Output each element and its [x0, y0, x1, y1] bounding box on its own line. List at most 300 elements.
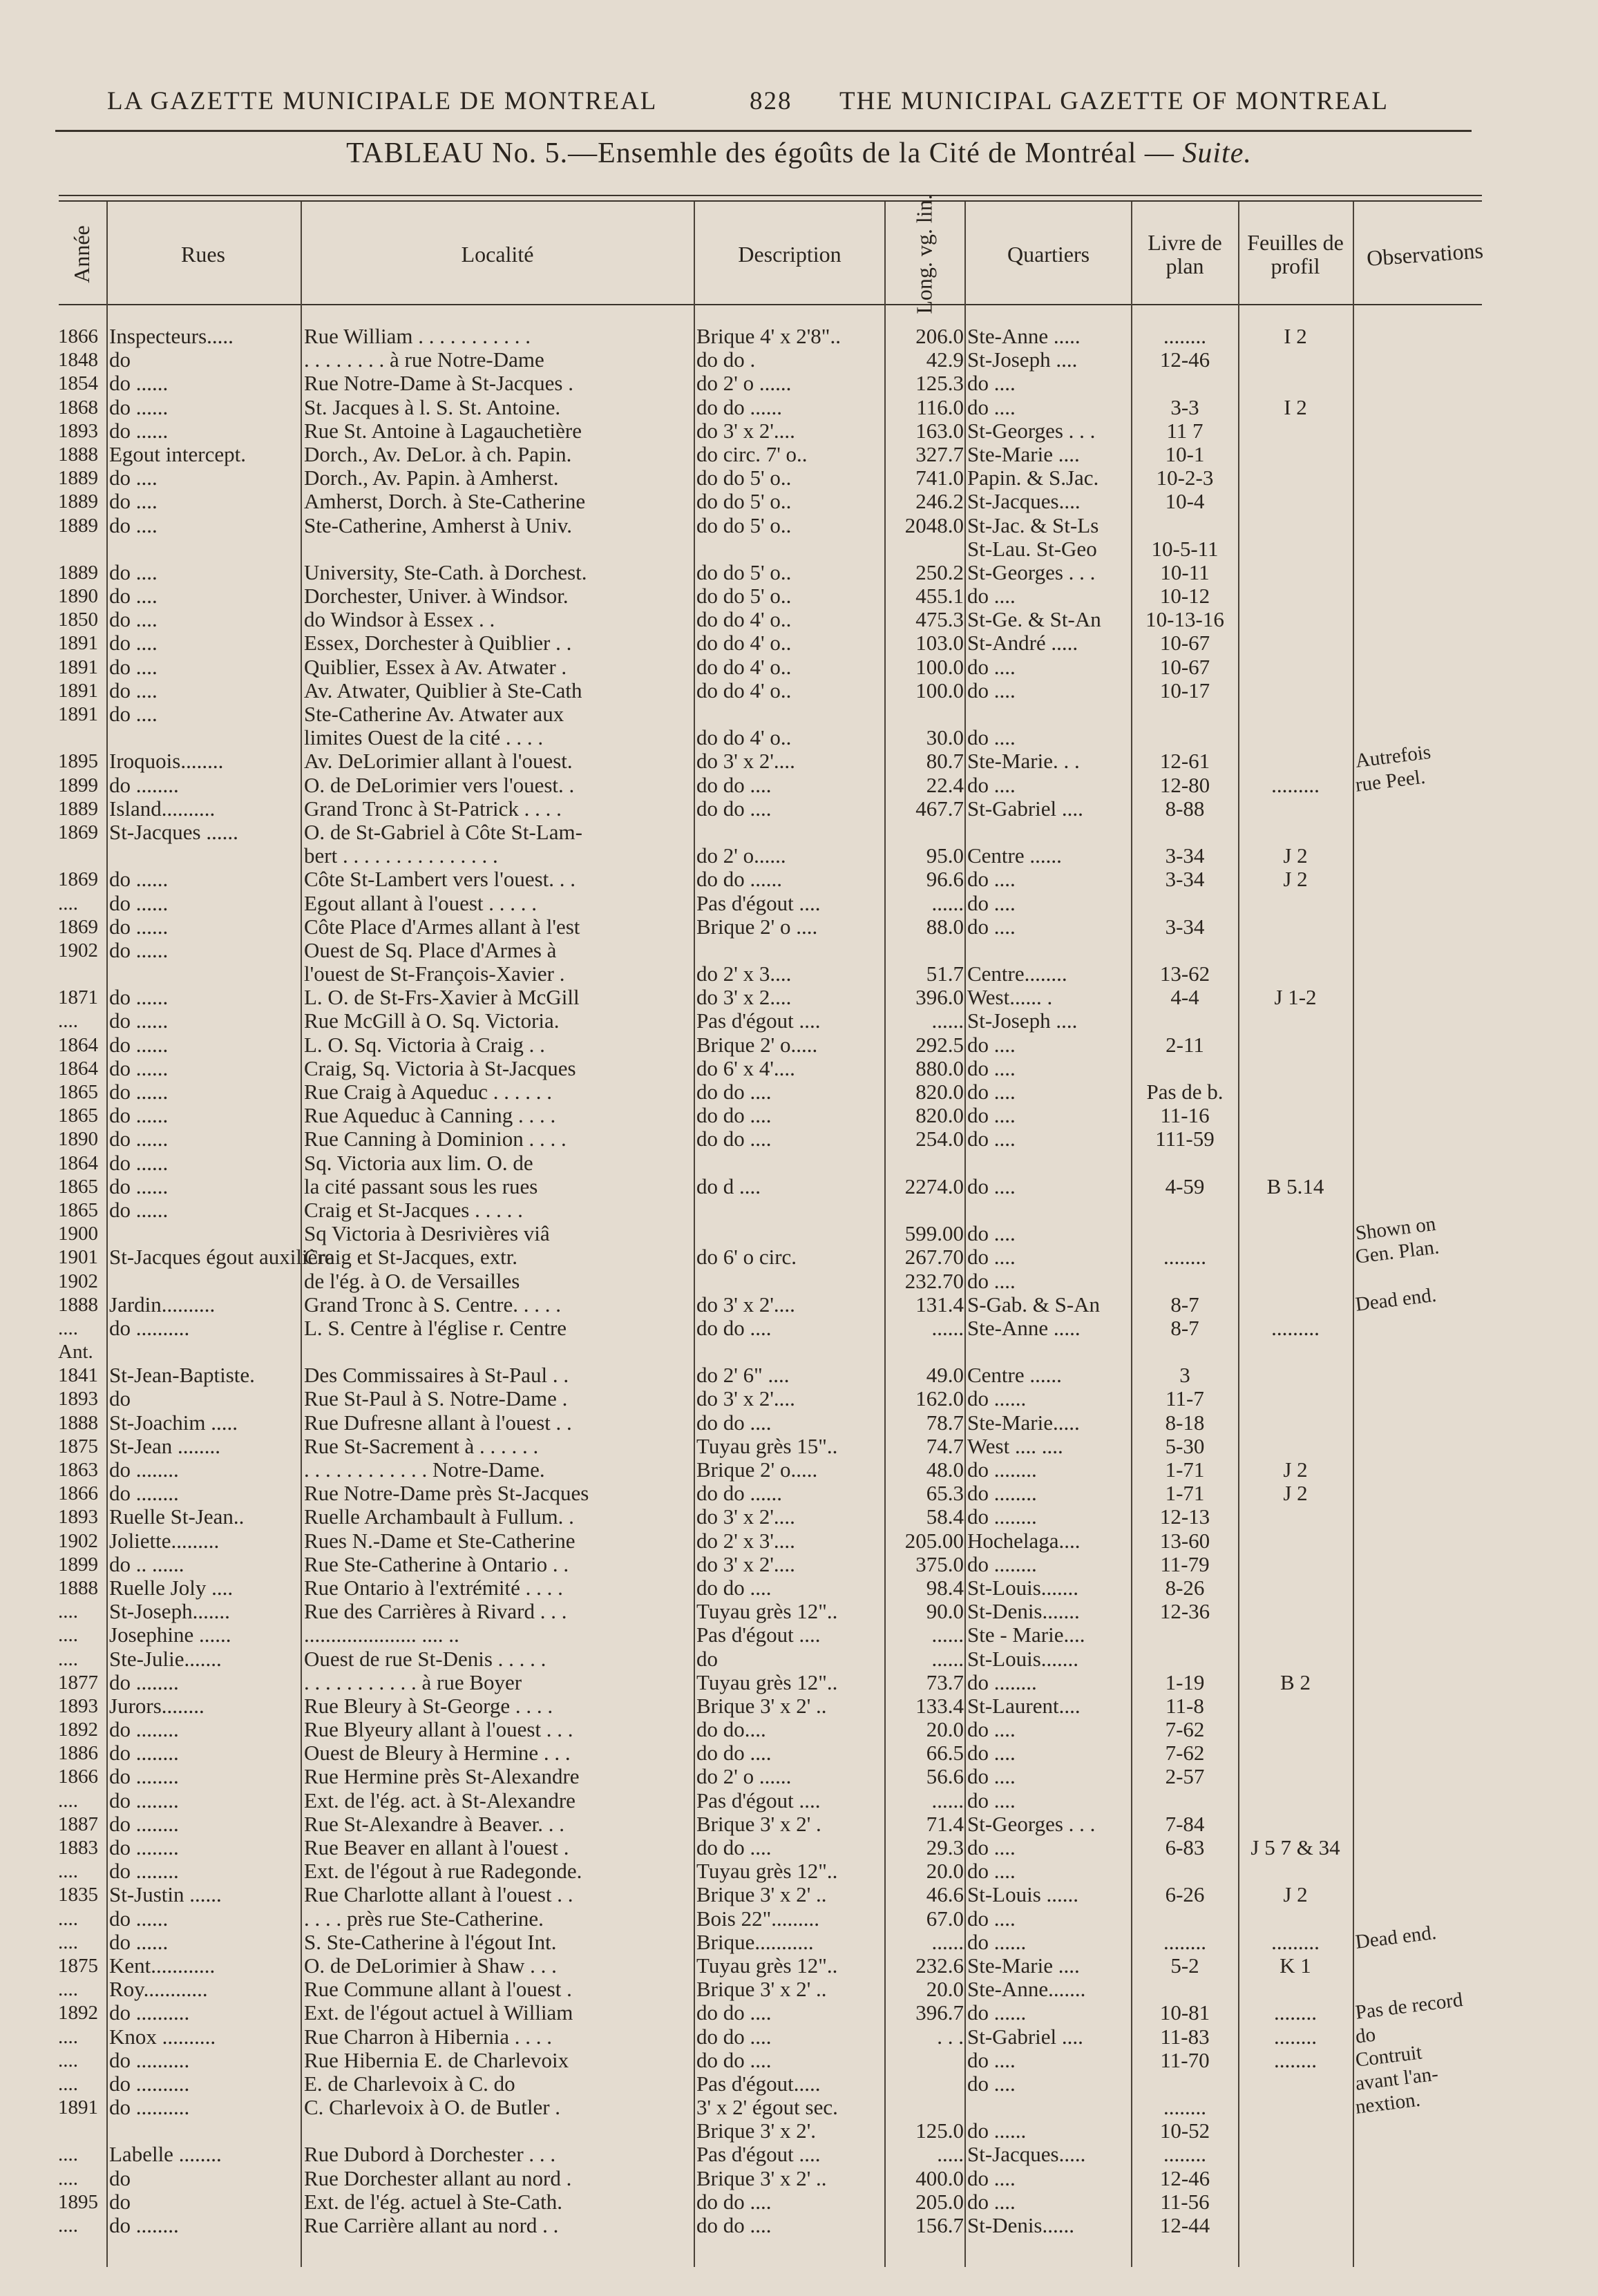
cell-localite: Rue Notre-Dame près St-Jacques — [304, 1481, 589, 1506]
table-row — [0, 396, 1598, 419]
cell-longueur: 103.0 — [915, 631, 964, 656]
cell-quartier: do .... — [967, 1906, 1016, 1931]
cell-description: do do ...... — [696, 394, 782, 419]
cell-quartier: do .... — [967, 584, 1016, 609]
cell-localite: Rue Ontario à l'extrémité . . . . — [304, 1575, 563, 1600]
cell-quartier: St-Louis....... — [967, 1575, 1079, 1600]
cell-longueur: 100.0 — [915, 678, 964, 702]
cell-feuilles: B 5.14 — [1266, 1174, 1324, 1198]
table-row — [0, 1340, 1598, 1364]
cell-rue: do .... — [109, 559, 158, 584]
cell-livre: 8-7 — [1170, 1315, 1199, 1340]
cell-description: do do 5' o.. — [696, 466, 792, 490]
cell-rue: do .......... — [109, 2095, 190, 2120]
cell-localite: Rue Hibernia E. de Charlevoix — [304, 2047, 569, 2072]
cell-description: Pas d'égout..... — [696, 2071, 821, 2096]
table-row — [0, 1505, 1598, 1529]
cell-quartier: do .... — [967, 2189, 1016, 2214]
cell-livre: 111-59 — [1155, 1127, 1215, 1151]
cell-rue: Roy............ — [109, 1977, 208, 2002]
cell-annee: 1864 — [58, 1151, 98, 1174]
cell-description: Tuyau grès 12".. — [696, 1670, 838, 1694]
cell-description: do 3' x 2'.... — [696, 1386, 795, 1411]
table-row — [0, 765, 1598, 797]
table-rule — [59, 200, 1482, 202]
cell-rue: do .... — [109, 654, 158, 679]
cell-description: Brique........... — [696, 1929, 814, 1954]
cell-longueur: 232.6 — [915, 1953, 964, 1978]
cell-longueur: 100.0 — [915, 654, 964, 679]
cell-livre: 12-36 — [1159, 1599, 1210, 1624]
cell-localite: Grand Tronc à St-Patrick . . . . — [304, 796, 562, 821]
cell-longueur: 29.3 — [926, 1835, 964, 1859]
cell-rue: St-Joachim ..... — [109, 1410, 238, 1435]
cell-quartier: do .... — [967, 678, 1016, 702]
cell-quartier: Ste-Anne ..... — [967, 1315, 1081, 1340]
cell-livre: 5-30 — [1165, 1433, 1205, 1458]
cell-description: Brique 2' o..... — [696, 1457, 818, 1482]
cell-quartier: do .... — [967, 1103, 1016, 1128]
cell-description: do do 5' o.. — [696, 513, 792, 537]
cell-quartier: do .... — [967, 1080, 1016, 1104]
cell-rue: St-Justin ...... — [109, 1882, 222, 1907]
cell-description: do do 4' o.. — [696, 654, 792, 679]
cell-longueur: 65.3 — [926, 1481, 964, 1506]
table-row — [0, 962, 1598, 986]
cell-localite: do Windsor à Essex . . — [304, 607, 495, 632]
cell-description: Tuyau grès 12".. — [696, 1599, 838, 1624]
cell-localite: C. Charlevoix à O. de Butler . — [304, 2095, 561, 2120]
column-header-quartiers: Quartiers — [1007, 241, 1090, 267]
cell-localite: Dorchester, Univer. à Windsor. — [304, 584, 569, 609]
cell-observations: Autrefois — [1354, 741, 1432, 773]
cell-localite: Rue Hermine près St-Alexandre — [304, 1764, 580, 1789]
cell-rue: do ...... — [109, 1080, 169, 1104]
cell-livre: 6-83 — [1165, 1835, 1205, 1859]
table-row — [0, 1718, 1598, 1741]
cell-localite: Egout allant à l'ouest . . . . . — [304, 890, 538, 915]
cell-livre: 3-34 — [1165, 867, 1205, 892]
cell-livre: 10-12 — [1159, 584, 1210, 609]
cell-livre: 11-56 — [1160, 2189, 1210, 2214]
cell-livre: 3-34 — [1165, 914, 1205, 939]
cell-quartier: do .... — [967, 1174, 1016, 1198]
cell-rue: do ...... — [109, 937, 169, 962]
table-row — [0, 1765, 1598, 1788]
cell-description: do do .... — [696, 2024, 772, 2049]
cell-annee: 1893 — [58, 1694, 98, 1717]
cell-localite: limites Ouest de la cité . . . . — [304, 725, 544, 750]
cell-localite: Ouest de Sq. Place d'Armes à — [304, 937, 557, 962]
cell-localite: Rue Aqueduc à Canning . . . . — [304, 1103, 556, 1128]
cell-annee: 1889 — [58, 514, 98, 537]
cell-quartier: do .... — [967, 1268, 1016, 1293]
cell-longueur: 71.4 — [926, 1811, 964, 1836]
table-row — [0, 561, 1598, 584]
cell-localite: Ext. de l'ég. act. à St-Alexandre — [304, 1788, 576, 1812]
cell-rue: do .... — [109, 489, 158, 514]
cell-description: do 3' x 2.... — [696, 985, 792, 1010]
cell-livre: 10-2-3 — [1156, 466, 1214, 490]
cell-localite: Rue McGill à O. Sq. Victoria. — [304, 1008, 560, 1033]
cell-localite: la cité passant sous les rues — [304, 1174, 538, 1198]
cell-localite: Dorch., Av. DeLor. à ch. Papin. — [304, 441, 572, 466]
cell-longueur: 67.0 — [926, 1906, 964, 1931]
cell-annee: 1864 — [58, 1033, 98, 1056]
table-row — [0, 2143, 1598, 2166]
cell-annee: 1841 — [58, 1364, 98, 1387]
cell-description: do 3' x 2'.... — [696, 749, 795, 774]
cell-rue: do .... — [109, 678, 158, 702]
table-row — [0, 1270, 1598, 1293]
cell-longueur: ...... — [931, 890, 964, 915]
table-row — [0, 1671, 1598, 1694]
cell-localite: Rue Ste-Catherine à Ontario . . — [304, 1551, 569, 1576]
cell-localite: Ext. de l'égout actuel à William — [304, 2000, 573, 2025]
cell-localite: S. Ste-Catherine à l'égout Int. — [304, 1929, 557, 1954]
cell-description: do do 4' o.. — [696, 678, 792, 702]
table-row — [0, 1623, 1598, 1647]
cell-quartier: St-Joseph .... — [967, 347, 1078, 372]
table-row — [0, 986, 1598, 1009]
cell-longueur: 254.0 — [915, 1127, 964, 1151]
cell-rue: do .... — [109, 702, 158, 726]
cell-quartier: West .... .... — [967, 1433, 1063, 1458]
cell-livre: 1-71 — [1165, 1481, 1205, 1506]
cell-description: do do .... — [696, 796, 772, 821]
cell-rue: St-Jacques ...... — [109, 819, 238, 844]
cell-quartier: do .... — [967, 1835, 1016, 1859]
table-row — [0, 1435, 1598, 1458]
cell-rue: Jardin.......... — [109, 1292, 216, 1317]
cell-rue: do .... — [109, 584, 158, 609]
cell-description: do do .... — [696, 1575, 772, 1600]
cell-livre: 13-60 — [1159, 1528, 1210, 1553]
cell-annee: 1877 — [58, 1671, 98, 1694]
cell-rue: do ...... — [109, 1929, 169, 1954]
cell-annee: 1895 — [58, 2190, 98, 2213]
cell-observations — [1356, 308, 1493, 325]
table-row — [0, 1104, 1598, 1127]
cell-rue: do ........ — [109, 2213, 179, 2237]
cell-annee: Ant. — [58, 1341, 93, 1364]
cell-feuilles: J 2 — [1283, 1882, 1308, 1907]
table-row — [0, 1080, 1598, 1104]
table-row — [0, 1364, 1598, 1387]
table-row — [0, 1411, 1598, 1435]
cell-longueur: 49.0 — [926, 1363, 964, 1388]
cell-description: do 2' o ...... — [696, 371, 792, 396]
table-row — [0, 1907, 1598, 1931]
cell-localite: Ste-Catherine Av. Atwater aux — [304, 702, 564, 726]
cell-longueur: . . . — [937, 2024, 964, 2049]
cell-longueur: 95.0 — [926, 843, 964, 868]
cell-description: do 2' x 3.... — [696, 962, 792, 986]
cell-feuilles: ........ — [1274, 2000, 1317, 2025]
cell-feuilles: I 2 — [1284, 324, 1307, 348]
cell-longueur: 74.7 — [926, 1433, 964, 1458]
cell-rue: do ...... — [109, 1008, 169, 1033]
cell-quartier: S-Gab. & S-An — [967, 1292, 1101, 1317]
cell-localite: Sq Victoria à Desrivières viâ — [304, 1221, 550, 1246]
cell-localite: Rue des Carrières à Rivard . . . — [304, 1599, 567, 1624]
cell-annee: 1889 — [58, 467, 98, 490]
cell-localite: Rue St-Sacrement à . . . . . . — [304, 1433, 539, 1458]
cell-livre: 12-46 — [1159, 347, 1210, 372]
cell-rue: do ........ — [109, 1741, 179, 1766]
cell-rue: do ...... — [109, 890, 169, 915]
cell-description: Tuyau grès 12".. — [696, 1859, 838, 1884]
cell-localite: St. Jacques à l. S. St. Antoine. — [304, 394, 561, 419]
cell-livre: 1-71 — [1165, 1457, 1205, 1482]
cell-livre: 10-4 — [1165, 489, 1205, 514]
cell-description: do do .... — [696, 1080, 772, 1104]
cell-rue: do — [109, 2189, 131, 2214]
cell-rue: do ........ — [109, 1764, 179, 1789]
cell-rue: do .... — [109, 607, 158, 632]
cell-feuilles: J 1-2 — [1274, 985, 1317, 1010]
cell-quartier: Centre ...... — [967, 843, 1062, 868]
cell-quartier: do .... — [967, 1245, 1016, 1270]
cell-annee: 1869 — [58, 915, 98, 938]
cell-quartier: do .... — [967, 371, 1016, 396]
cell-localite: Craig et St-Jacques . . . . . — [304, 1197, 523, 1222]
cell-longueur: 232.70 — [904, 1268, 964, 1293]
cell-annee: .... — [58, 2025, 78, 2048]
cell-quartier: do .... — [967, 2047, 1016, 2072]
cell-longueur: ..... — [937, 2142, 964, 2167]
table-row — [0, 2041, 1598, 2072]
cell-livre: 4-4 — [1170, 985, 1199, 1010]
cell-rue: Island.......... — [109, 796, 216, 821]
cell-localite: Amherst, Dorch. à Ste-Catherine — [304, 489, 586, 514]
cell-rue: do ........ — [109, 1481, 179, 1506]
cell-description: do do . — [696, 347, 756, 372]
cell-localite: O. de St-Gabriel à Côte St-Lam- — [304, 819, 582, 844]
cell-quartier: do .... — [967, 2071, 1016, 2096]
cell-rue: Joliette......... — [109, 1528, 220, 1553]
cell-longueur: 375.0 — [915, 1551, 964, 1576]
cell-annee: 1891 — [58, 703, 98, 725]
cell-annee: .... — [58, 1624, 78, 1647]
cell-livre: ........ — [1163, 1245, 1206, 1270]
cell-livre: 3-34 — [1165, 843, 1205, 868]
cell-longueur: 90.0 — [926, 1599, 964, 1624]
cell-rue: do ...... — [109, 867, 169, 892]
cell-livre: 3 — [1179, 1363, 1190, 1388]
cell-livre: 12-44 — [1159, 2213, 1210, 2237]
table-row — [0, 868, 1598, 891]
cell-longueur: 125.3 — [915, 371, 964, 396]
table-row — [0, 1057, 1598, 1080]
cell-rue: do ........ — [109, 1670, 179, 1694]
cell-longueur: 741.0 — [915, 466, 964, 490]
cell-livre: 4-59 — [1165, 1174, 1205, 1198]
cell-longueur: 42.9 — [926, 347, 964, 372]
cell-quartier: do ...... — [967, 1929, 1027, 1954]
cell-annee: .... — [58, 1931, 78, 1953]
cell-annee: 1888 — [58, 1576, 98, 1599]
cell-description: do do .... — [696, 1127, 772, 1151]
table-body — [0, 325, 1598, 2237]
table-row — [0, 1553, 1598, 1576]
cell-quartier: Centre ...... — [967, 1363, 1062, 1388]
cell-quartier: St-Gabriel .... — [967, 796, 1083, 821]
cell-localite: Côte Place d'Armes allant à l'est — [304, 914, 580, 939]
cell-description: do do 4' o.. — [696, 631, 792, 656]
cell-quartier: St-Denis....... — [967, 1599, 1080, 1624]
cell-annee: 1866 — [58, 325, 98, 347]
table-row — [0, 892, 1598, 915]
cell-annee: 1900 — [58, 1223, 98, 1245]
cell-annee: .... — [58, 1010, 78, 1033]
cell-quartier: St-Lau. St-Geo — [967, 536, 1097, 561]
cell-annee: 1893 — [58, 1388, 98, 1410]
cell-annee: .... — [58, 1907, 78, 1930]
cell-description: Brique 4' x 2'8".. — [696, 324, 841, 348]
cell-localite: Craig, Sq. Victoria à St-Jacques — [304, 1055, 576, 1080]
table-row — [0, 2214, 1598, 2237]
table-row — [0, 2167, 1598, 2190]
cell-quartier: Ste-Anne....... — [967, 1977, 1086, 2002]
cell-longueur: ...... — [931, 1646, 964, 1671]
cell-localite: Grand Tronc à S. Centre. . . . . — [304, 1292, 561, 1317]
table-row — [0, 741, 1598, 774]
cell-annee: .... — [58, 1860, 78, 1883]
cell-description: do 3' x 2'.... — [696, 1551, 795, 1576]
cell-description: Brique 3' x 2' .. — [696, 1693, 827, 1718]
cell-description: do do .... — [696, 1835, 772, 1859]
cell-livre: 12-13 — [1159, 1504, 1210, 1529]
cell-rue: do ...... — [109, 1103, 169, 1128]
cell-rue: do .......... — [109, 2071, 190, 2096]
cell-annee: 1875 — [58, 1435, 98, 1457]
cell-annee: .... — [58, 2143, 78, 2166]
table-row — [0, 1175, 1598, 1198]
cell-livre: 11-7 — [1166, 1386, 1204, 1411]
cell-livre: 1-19 — [1165, 1670, 1205, 1694]
cell-feuilles: J 2 — [1283, 1481, 1308, 1506]
cell-rue: Kent............ — [109, 1953, 216, 1978]
cell-longueur: 56.6 — [926, 1764, 964, 1789]
cell-description: do do .... — [696, 1410, 772, 1435]
cell-longueur: 396.7 — [915, 2000, 964, 2025]
cell-feuilles: ......... — [1271, 1929, 1320, 1954]
cell-localite: Ouest de Bleury à Hermine . . . — [304, 1741, 571, 1766]
cell-annee: 1899 — [58, 1553, 98, 1576]
cell-localite: . . . . . . . . à rue Notre-Dame — [304, 347, 544, 372]
cell-localite: L. O. de St-Frs-Xavier à McGill — [304, 985, 580, 1010]
column-header-rues: Rues — [181, 241, 225, 267]
cell-livre: 10-11 — [1160, 559, 1210, 584]
table-row — [0, 1600, 1598, 1623]
cell-longueur: 133.4 — [915, 1693, 964, 1718]
cell-quartier: do .... — [967, 2165, 1016, 2190]
cell-localite: Ste-Catherine, Amherst à Univ. — [304, 513, 572, 537]
cell-longueur: 475.3 — [915, 607, 964, 632]
cell-longueur: 250.2 — [915, 559, 964, 584]
cell-localite: O. de DeLorimier vers l'ouest. . — [304, 772, 575, 797]
cell-localite: Des Commissaires à St-Paul . . — [304, 1363, 569, 1388]
cell-localite: . . . . . . . . . . . . Notre-Dame. — [304, 1457, 545, 1482]
cell-annee: 1865 — [58, 1104, 98, 1127]
cell-feuilles: I 2 — [1284, 394, 1307, 419]
cell-rue: St-Joseph....... — [109, 1599, 230, 1624]
table-row — [0, 348, 1598, 372]
cell-rue: do .......... — [109, 2047, 190, 2072]
cell-localite: Ext. de l'égout à rue Radegonde. — [304, 1859, 582, 1884]
cell-annee: 1889 — [58, 490, 98, 513]
cell-feuilles: B 2 — [1280, 1670, 1311, 1694]
cell-rue: do — [109, 347, 131, 372]
cell-rue: Labelle ........ — [109, 2142, 222, 2167]
cell-description: Pas d'égout .... — [696, 2142, 821, 2167]
cell-localite: Rue Beaver en allant à l'ouest . — [304, 1835, 569, 1859]
cell-quartier: do ........ — [967, 1670, 1037, 1694]
cell-longueur: 48.0 — [926, 1457, 964, 1482]
cell-annee: 1889 — [58, 561, 98, 584]
cell-annee: .... — [58, 892, 78, 915]
cell-livre: ........ — [1163, 2095, 1206, 2120]
table-row — [0, 1921, 1598, 1954]
cell-rue: Egout intercept. — [109, 441, 246, 466]
cell-annee: 1891 — [58, 2096, 98, 2119]
cell-description: do do 5' o.. — [696, 559, 792, 584]
column-header-observations: Observations — [1365, 237, 1484, 271]
table-row — [0, 1836, 1598, 1859]
cell-rue: do ........ — [109, 1788, 179, 1812]
cell-quartier: St-Louis....... — [967, 1646, 1079, 1671]
column-header-description: Description — [738, 241, 841, 267]
cell-quartier: do ...... — [967, 2000, 1027, 2025]
table-row — [0, 844, 1598, 868]
cell-quartier: Papin. & S.Jac. — [967, 466, 1099, 490]
table-row — [0, 1482, 1598, 1505]
cell-quartier: St-Louis ...... — [967, 1882, 1079, 1907]
table-row — [0, 514, 1598, 537]
cell-annee: 1890 — [58, 585, 98, 608]
cell-rue: Jurors........ — [109, 1693, 204, 1718]
cell-annee: 1864 — [58, 1057, 98, 1080]
cell-rue: do ...... — [109, 1906, 169, 1931]
cell-description: Tuyau grès 15".. — [696, 1433, 838, 1458]
cell-longueur: 96.6 — [926, 867, 964, 892]
cell-quartier: do ...... — [967, 2118, 1027, 2143]
cell-description: do do .... — [696, 1315, 772, 1340]
cell-localite: de l'ég. à O. de Versailles — [304, 1268, 520, 1293]
cell-rue: do ........ — [109, 1835, 179, 1859]
cell-observations: nextion. — [1354, 2088, 1422, 2118]
cell-description: do do 5' o.. — [696, 489, 792, 514]
cell-annee: 1891 — [58, 679, 98, 702]
cell-longueur: 820.0 — [915, 1103, 964, 1128]
cell-description: do 6' x 4'.... — [696, 1055, 795, 1080]
cell-localite: Rue Charron à Hibernia . . . . — [304, 2024, 552, 2049]
cell-longueur: 599.00 — [904, 1221, 964, 1246]
table-row — [0, 419, 1598, 443]
cell-feuilles: J 2 — [1283, 867, 1308, 892]
cell-quartier: do .... — [967, 867, 1016, 892]
cell-localite: Rue St. Antoine à Lagauchetière — [304, 418, 582, 443]
cell-localite: Rue Dufresne allant à l'ouest . . — [304, 1410, 572, 1435]
cell-rue: do ...... — [109, 371, 169, 396]
cell-quartier: St-André ..... — [967, 631, 1078, 656]
cell-annee: .... — [58, 2167, 78, 2190]
cell-annee: 1865 — [58, 1198, 98, 1221]
table-row — [0, 466, 1598, 490]
cell-livre: 13-62 — [1159, 962, 1210, 986]
cell-annee: 1887 — [58, 1812, 98, 1835]
